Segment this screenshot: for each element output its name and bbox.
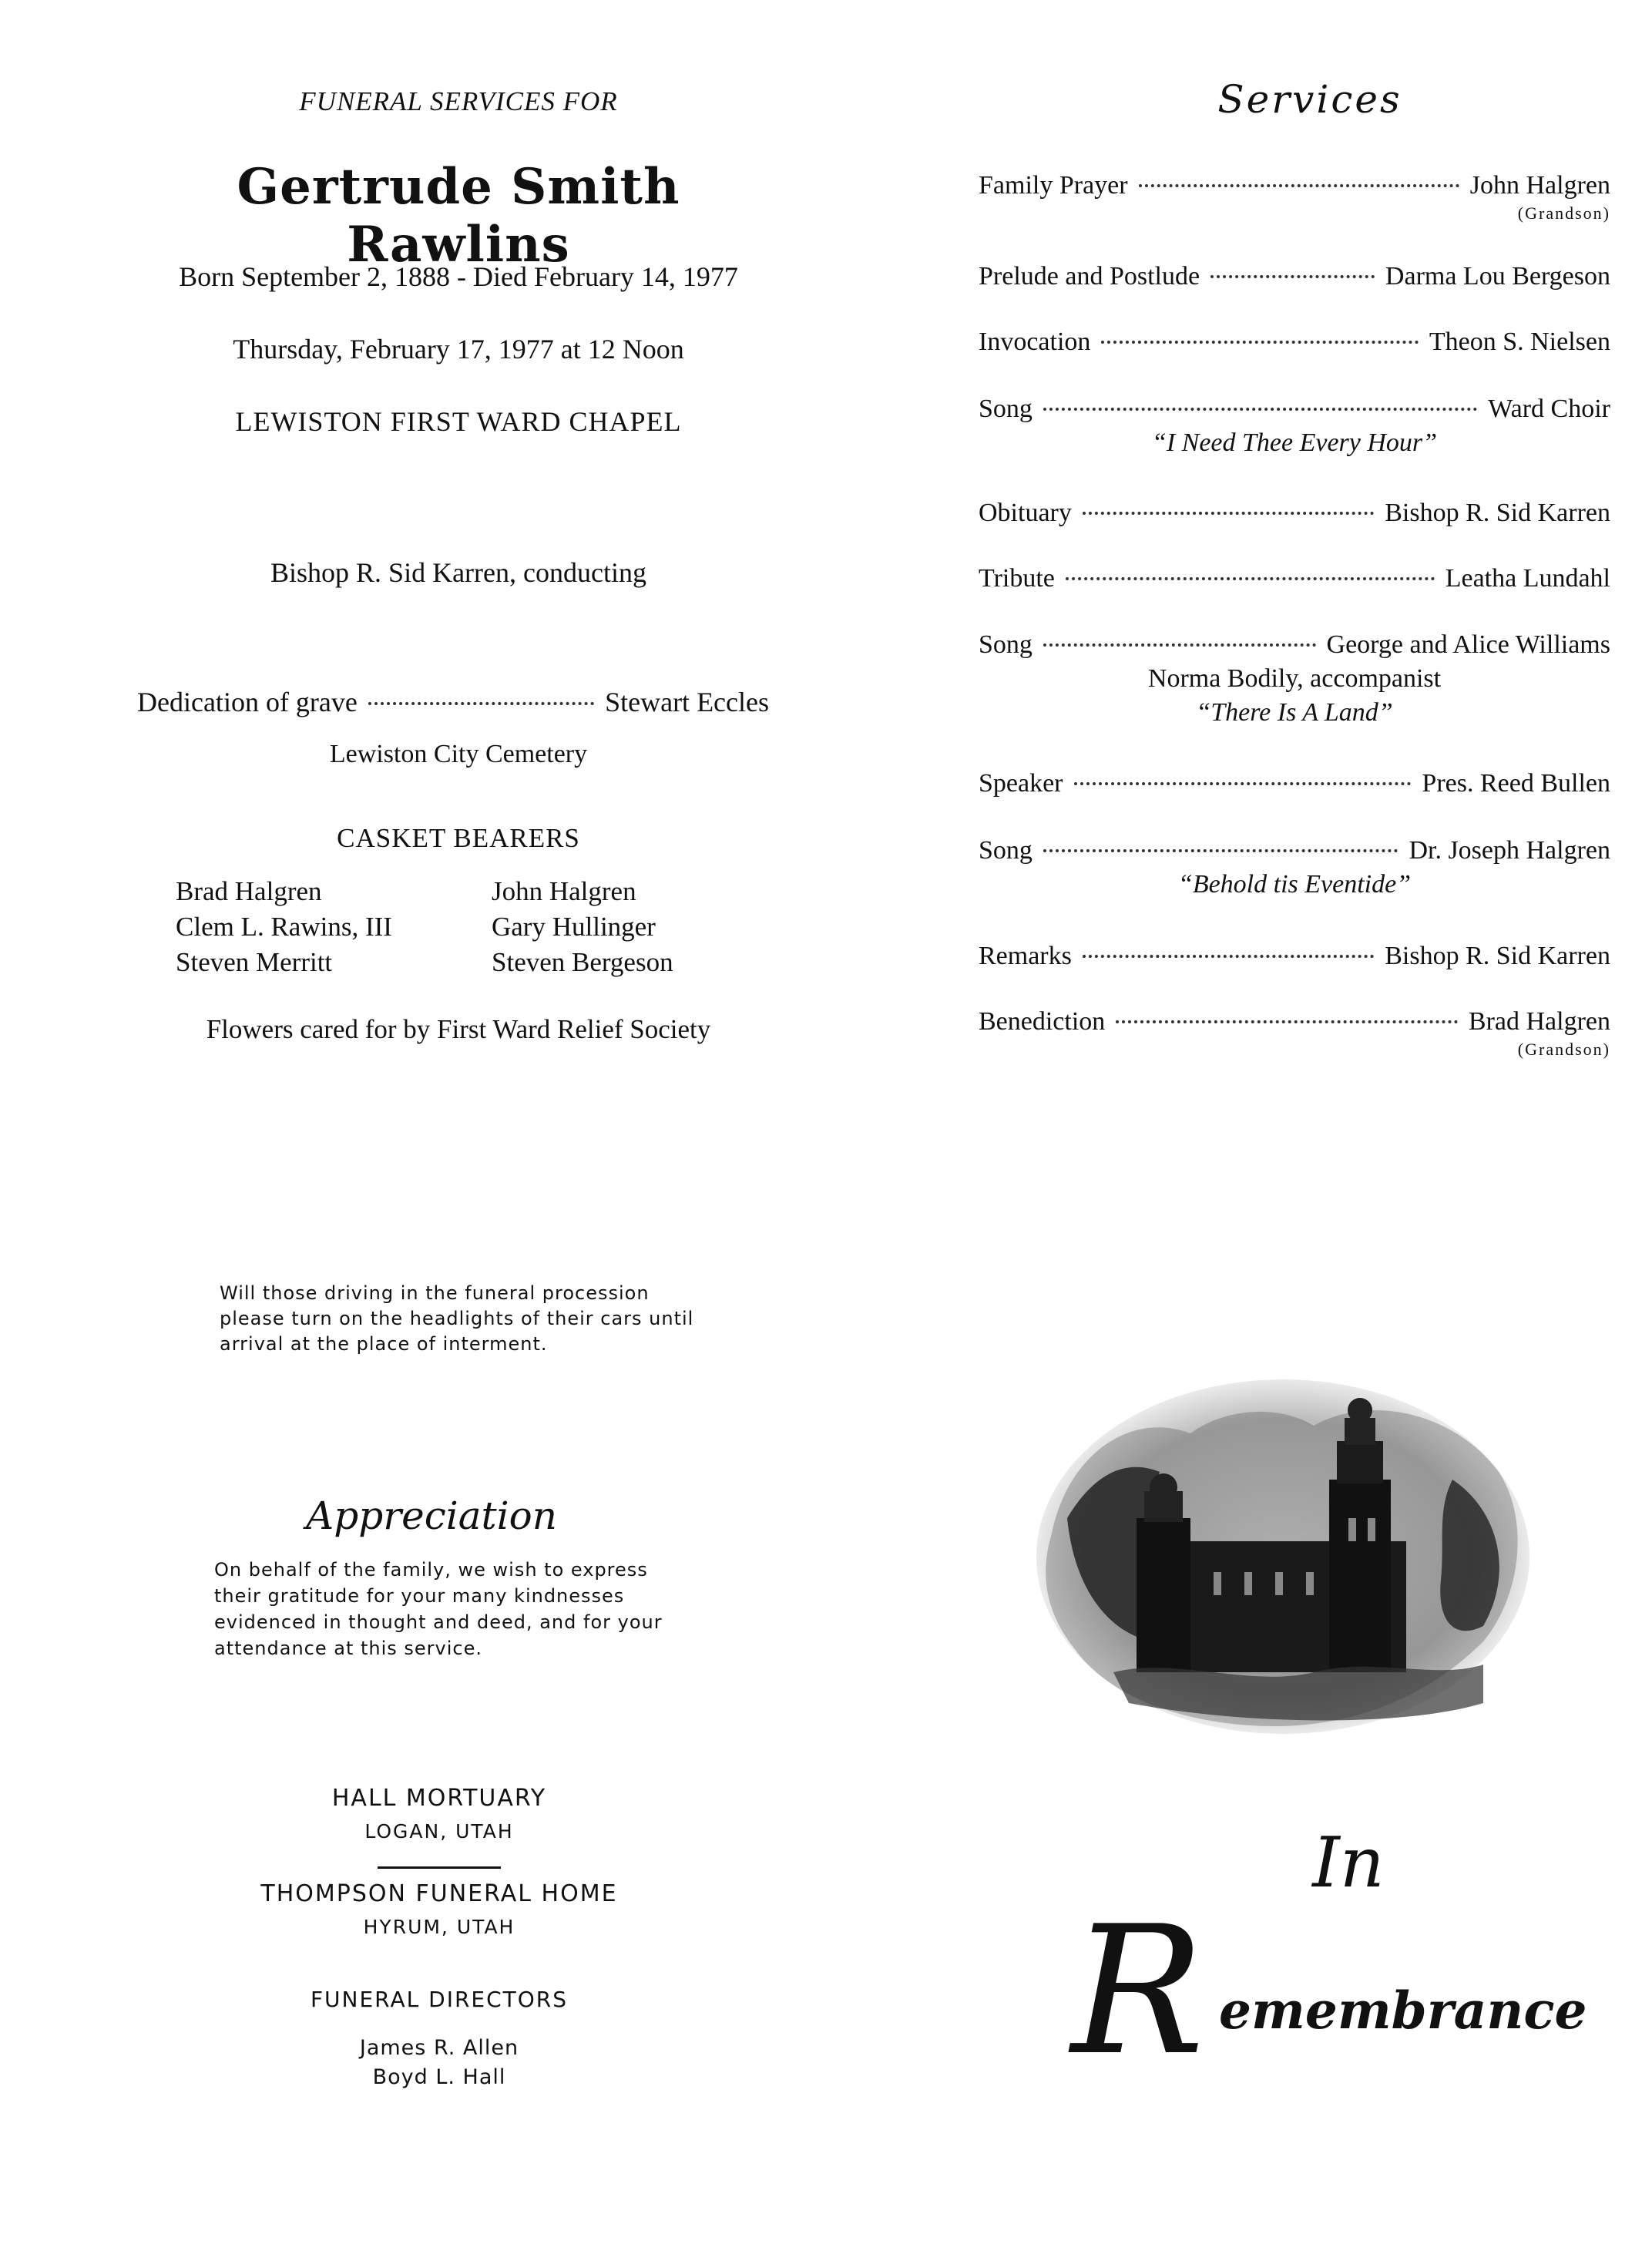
dedication-label: Dedication of grave xyxy=(137,687,358,717)
bearer-name: John Halgren xyxy=(492,876,636,906)
program-name: John Halgren xyxy=(1469,171,1610,200)
divider xyxy=(378,1866,501,1869)
program-note: (Grandson) xyxy=(1517,1040,1610,1059)
program-item xyxy=(979,769,1610,798)
program-name: Bishop R. Sid Karren xyxy=(1385,499,1610,527)
program-item xyxy=(979,630,1610,727)
program-label: Benediction xyxy=(979,1007,1106,1036)
director-name: James R. Allen xyxy=(359,2036,519,2060)
temple-illustration xyxy=(1021,1364,1545,1749)
program-name: Brad Halgren xyxy=(1468,1007,1610,1036)
program-label: Song xyxy=(979,630,1032,659)
bearer-name: Gary Hullinger xyxy=(492,912,656,942)
program-label: Invocation xyxy=(979,328,1091,356)
program-item xyxy=(979,836,1610,899)
program-label: Family Prayer xyxy=(979,171,1128,200)
chapel-name: LEWISTON FIRST WARD CHAPEL xyxy=(235,406,682,437)
program-item xyxy=(979,328,1610,357)
flowers-note: Flowers cared for by First Ward Relief Society xyxy=(206,1014,711,1044)
dedication-name: Stewart Eccles xyxy=(605,687,769,717)
dot-leader xyxy=(1043,849,1398,852)
program-item xyxy=(979,395,1610,458)
song-title: “Behold tis Eventide” xyxy=(1177,870,1412,899)
program-label: Prelude and Postlude xyxy=(979,262,1200,291)
program-label: Song xyxy=(979,836,1032,865)
dot-leader xyxy=(1116,1020,1458,1023)
director-name: Boyd L. Hall xyxy=(372,2065,506,2089)
program-name: Dr. Joseph Halgren xyxy=(1409,836,1610,865)
services-title: Services xyxy=(1217,77,1402,122)
program-name: Darma Lou Bergeson xyxy=(1385,262,1610,291)
mortuary-name: HALL MORTUARY xyxy=(331,1785,547,1812)
program-label: Obituary xyxy=(979,499,1072,527)
dot-leader xyxy=(1074,782,1412,785)
bearer-name: Clem L. Rawins, III xyxy=(176,912,392,942)
program-label: Tribute xyxy=(979,564,1055,593)
song-title: “There Is A Land” xyxy=(1196,698,1393,727)
procession-note: Will those driving in the funeral procession please turn on the headlights of their cars until arrival at the place of interment. xyxy=(220,1282,694,1355)
program-name: Theon S. Nielsen xyxy=(1429,328,1610,356)
dot-leader xyxy=(1083,512,1374,515)
bearer-name: Brad Halgren xyxy=(176,876,322,906)
program-name: Pres. Reed Bullen xyxy=(1422,769,1610,798)
program-name: George and Alice Williams xyxy=(1326,630,1610,659)
dot-leader xyxy=(1139,184,1459,187)
remembrance-initial: R xyxy=(1071,1889,1205,2095)
program-item xyxy=(979,499,1610,528)
heading-funeral-services: FUNERAL SERVICES FOR xyxy=(299,86,618,116)
conducting-officer: Bishop R. Sid Karren, conducting xyxy=(270,557,646,588)
remembrance-word: emembrance xyxy=(1219,1980,1587,2041)
funeral-home-city: HYRUM, UTAH xyxy=(363,1916,515,1938)
mortuary-city: LOGAN, UTAH xyxy=(364,1820,514,1843)
dedication-row xyxy=(137,686,769,718)
dot-leader xyxy=(1043,643,1316,647)
birth-death-dates: Born September 2, 1888 - Died February 14, 1977 xyxy=(179,261,738,292)
appreciation-title: Appreciation xyxy=(306,1493,557,1538)
deceased-name: Gertrude Smith Rawlins xyxy=(237,158,680,274)
casket-bearers-heading: CASKET BEARERS xyxy=(337,823,580,853)
program-note: (Grandson) xyxy=(1517,203,1610,223)
casket-bearers-list xyxy=(176,875,730,979)
dot-leader xyxy=(1083,955,1374,958)
program-item xyxy=(979,1007,1610,1060)
program-item xyxy=(979,564,1610,593)
program-item xyxy=(979,171,1610,223)
dot-leader xyxy=(1043,408,1477,411)
program-name: Bishop R. Sid Karren xyxy=(1385,942,1610,970)
program-item xyxy=(979,262,1610,291)
in-word: In xyxy=(1312,1823,1385,1903)
dot-leader xyxy=(1101,341,1418,344)
program-label: Remarks xyxy=(979,942,1072,970)
service-datetime: Thursday, February 17, 1977 at 12 Noon xyxy=(233,334,684,365)
accompanist: Norma Bodily, accompanist xyxy=(1147,664,1442,693)
funeral-home-name: THOMPSON FUNERAL HOME xyxy=(260,1880,618,1907)
program-label: Song xyxy=(979,395,1032,423)
cemetery-name: Lewiston City Cemetery xyxy=(329,740,588,768)
bearer-name: Steven Bergeson xyxy=(492,947,673,977)
dot-leader xyxy=(1210,275,1375,278)
program-item xyxy=(979,942,1610,971)
dot-leader xyxy=(368,702,594,705)
dot-leader xyxy=(1066,577,1435,580)
program-name: Leatha Lundahl xyxy=(1445,564,1610,593)
funeral-directors-heading: FUNERAL DIRECTORS xyxy=(310,1987,569,2012)
song-title: “I Need Thee Every Hour” xyxy=(1151,428,1438,457)
appreciation-text: On behalf of the family, we wish to express their gratitude for your many kindnesses evidenced in thought and deed, and for your attendance at this service. xyxy=(214,1559,663,1659)
program-name: Ward Choir xyxy=(1488,395,1610,423)
bearer-name: Steven Merritt xyxy=(176,947,333,977)
program-label: Speaker xyxy=(979,769,1063,798)
